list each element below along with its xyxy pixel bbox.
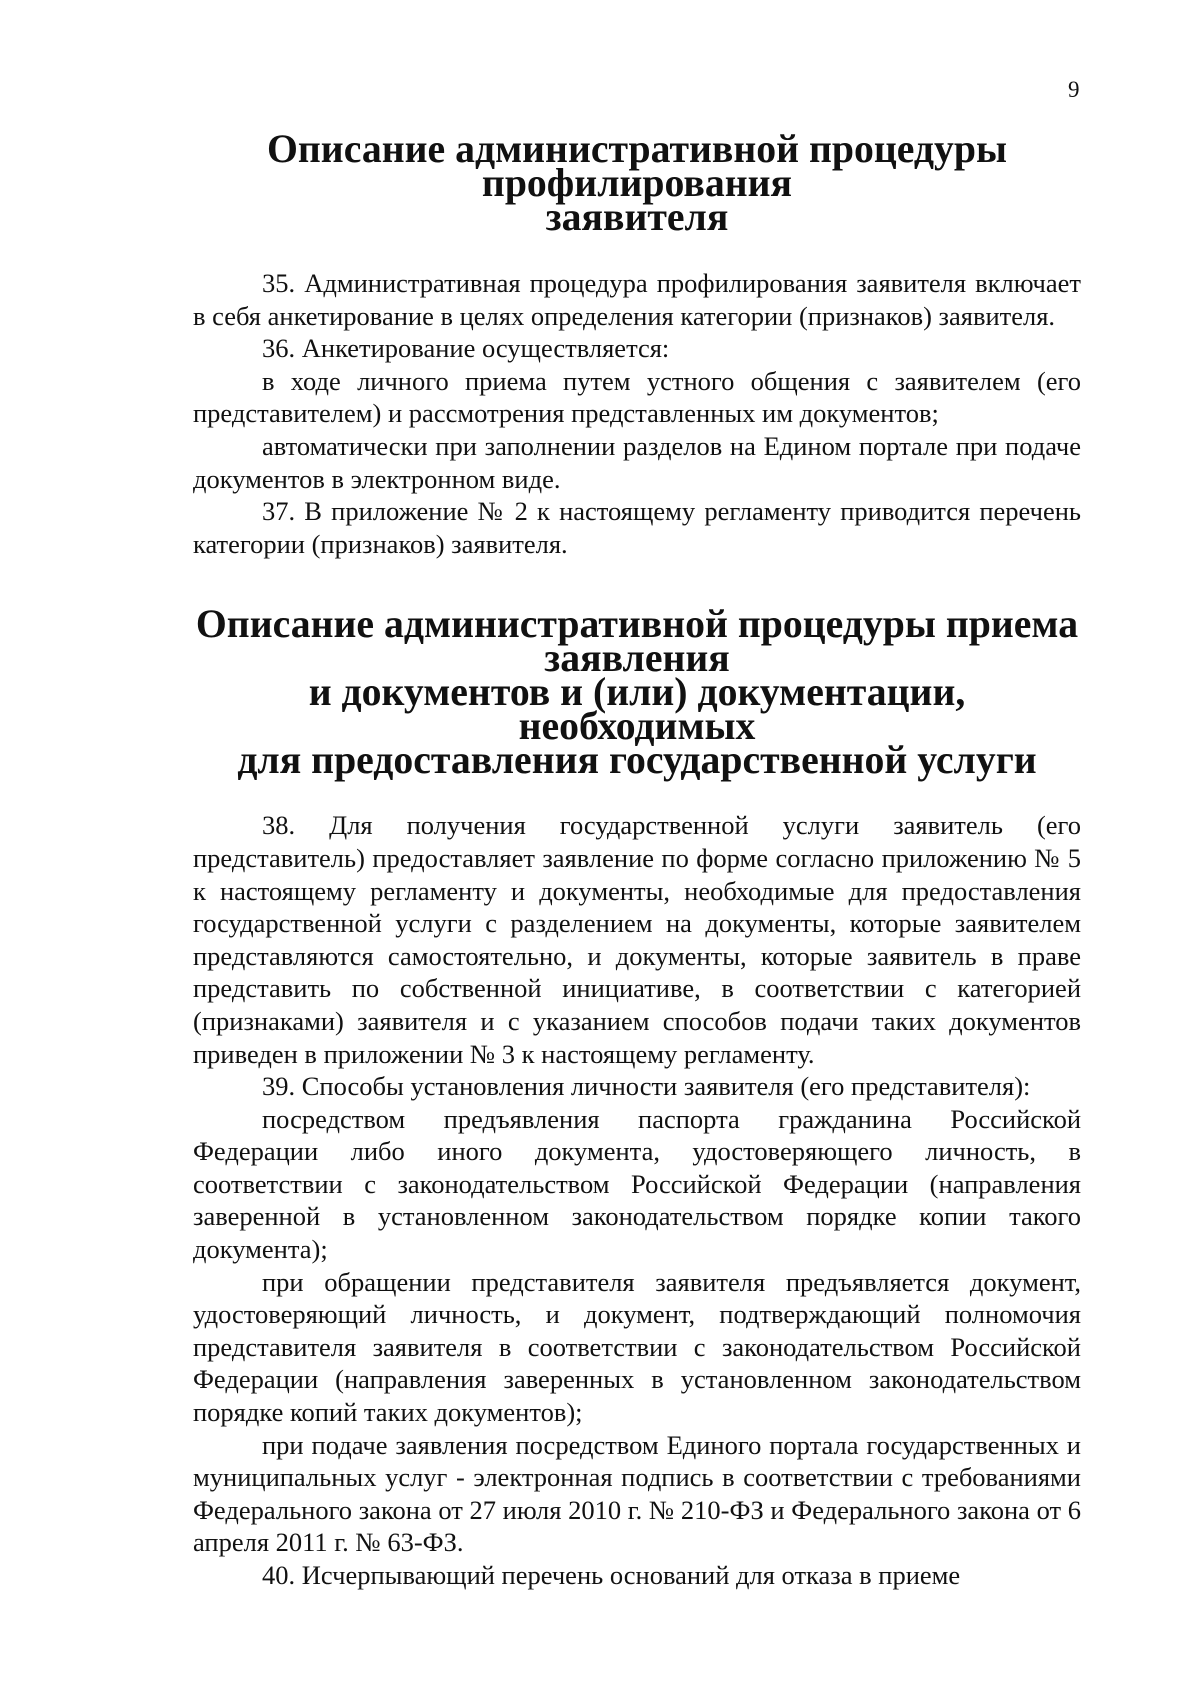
paragraph-39: 39. Способы установления личности заявителя (его представителя): bbox=[262, 1071, 1031, 1102]
page-number: 9 bbox=[1068, 77, 1080, 102]
paragraph-36: 36. Анкетирование осуществляется: bbox=[262, 333, 670, 364]
paragraph-36-item-2: автоматически при заполнении разделов на Едином портале при подаче документов в электронном виде. bbox=[193, 430, 1081, 494]
paragraph-39-item-2: при обращении представителя заявителя предъявляется документ, удостоверяющий личность, и документ, подтверждающий полномочия представителя заявителя в соответствии с законодательством Российской Федерации (направления заверенных в установленном законодательством порядке копий таких документов); bbox=[193, 1266, 1081, 1428]
document-body bbox=[193, 127, 1081, 1592]
paragraph-40: 40. Исчерпывающий перечень оснований для отказа в приеме bbox=[262, 1560, 961, 1590]
section-heading-profiling bbox=[193, 127, 1081, 239]
section-heading-application-intake bbox=[193, 602, 1081, 783]
heading-line: и документов и (или) документации, необходимых bbox=[308, 670, 966, 749]
paragraph-35: 35. Административная процедура профилирования заявителя включает в себя анкетирование в целях определения категории (признаков) заявителя. bbox=[193, 268, 1081, 331]
paragraph-39-item-1: посредством предъявления паспорта гражданина Российской Федерации либо иного документа, удостоверяющего личность, в соответствии с законодательством Российской Федерации (направления заверенной в установленном законодательством порядке копии такого документа); bbox=[193, 1103, 1081, 1265]
paragraph-36-item-1: в ходе личного приема путем устного общения с заявителем (его представителем) и рассмотрения представленных им документов; bbox=[193, 365, 1081, 429]
heading-line: заявителя bbox=[545, 195, 729, 239]
heading-line: для предоставления государственной услуги bbox=[237, 738, 1037, 783]
paragraph-39-item-3: при подаче заявления посредством Единого портала государственных и муниципальных услуг - электронная подпись в соответствии с требованиями Федерального закона от 27 июля 2010 г. № 210-ФЗ и Федерального закона от 6 апреля 2011 г. № 63-ФЗ. bbox=[193, 1429, 1081, 1558]
paragraph-38: 38. Для получения государственной услуги заявитель (его представитель) предоставляет заявление по форме согласно приложению № 5 к настоящему регламенту и документы, необходимые для предоставления государственной услуги с разделением на документы, которые заявителем представляются самостоятельно, и документы, которые заявитель в праве представить по собственной инициативе, в соответствии с категорией (признаками) заявителя и с указанием способов подачи таких документов приведен в приложении № 3 к настоящему регламенту. bbox=[193, 810, 1081, 1069]
heading-line: Описание административной процедуры приема заявления bbox=[195, 602, 1079, 681]
paragraph-37: 37. В приложение № 2 к настоящему регламенту приводится перечень категории (признаков) заявителя. bbox=[193, 496, 1081, 559]
heading-line: Описание административной процедуры профилирования bbox=[266, 127, 1008, 205]
